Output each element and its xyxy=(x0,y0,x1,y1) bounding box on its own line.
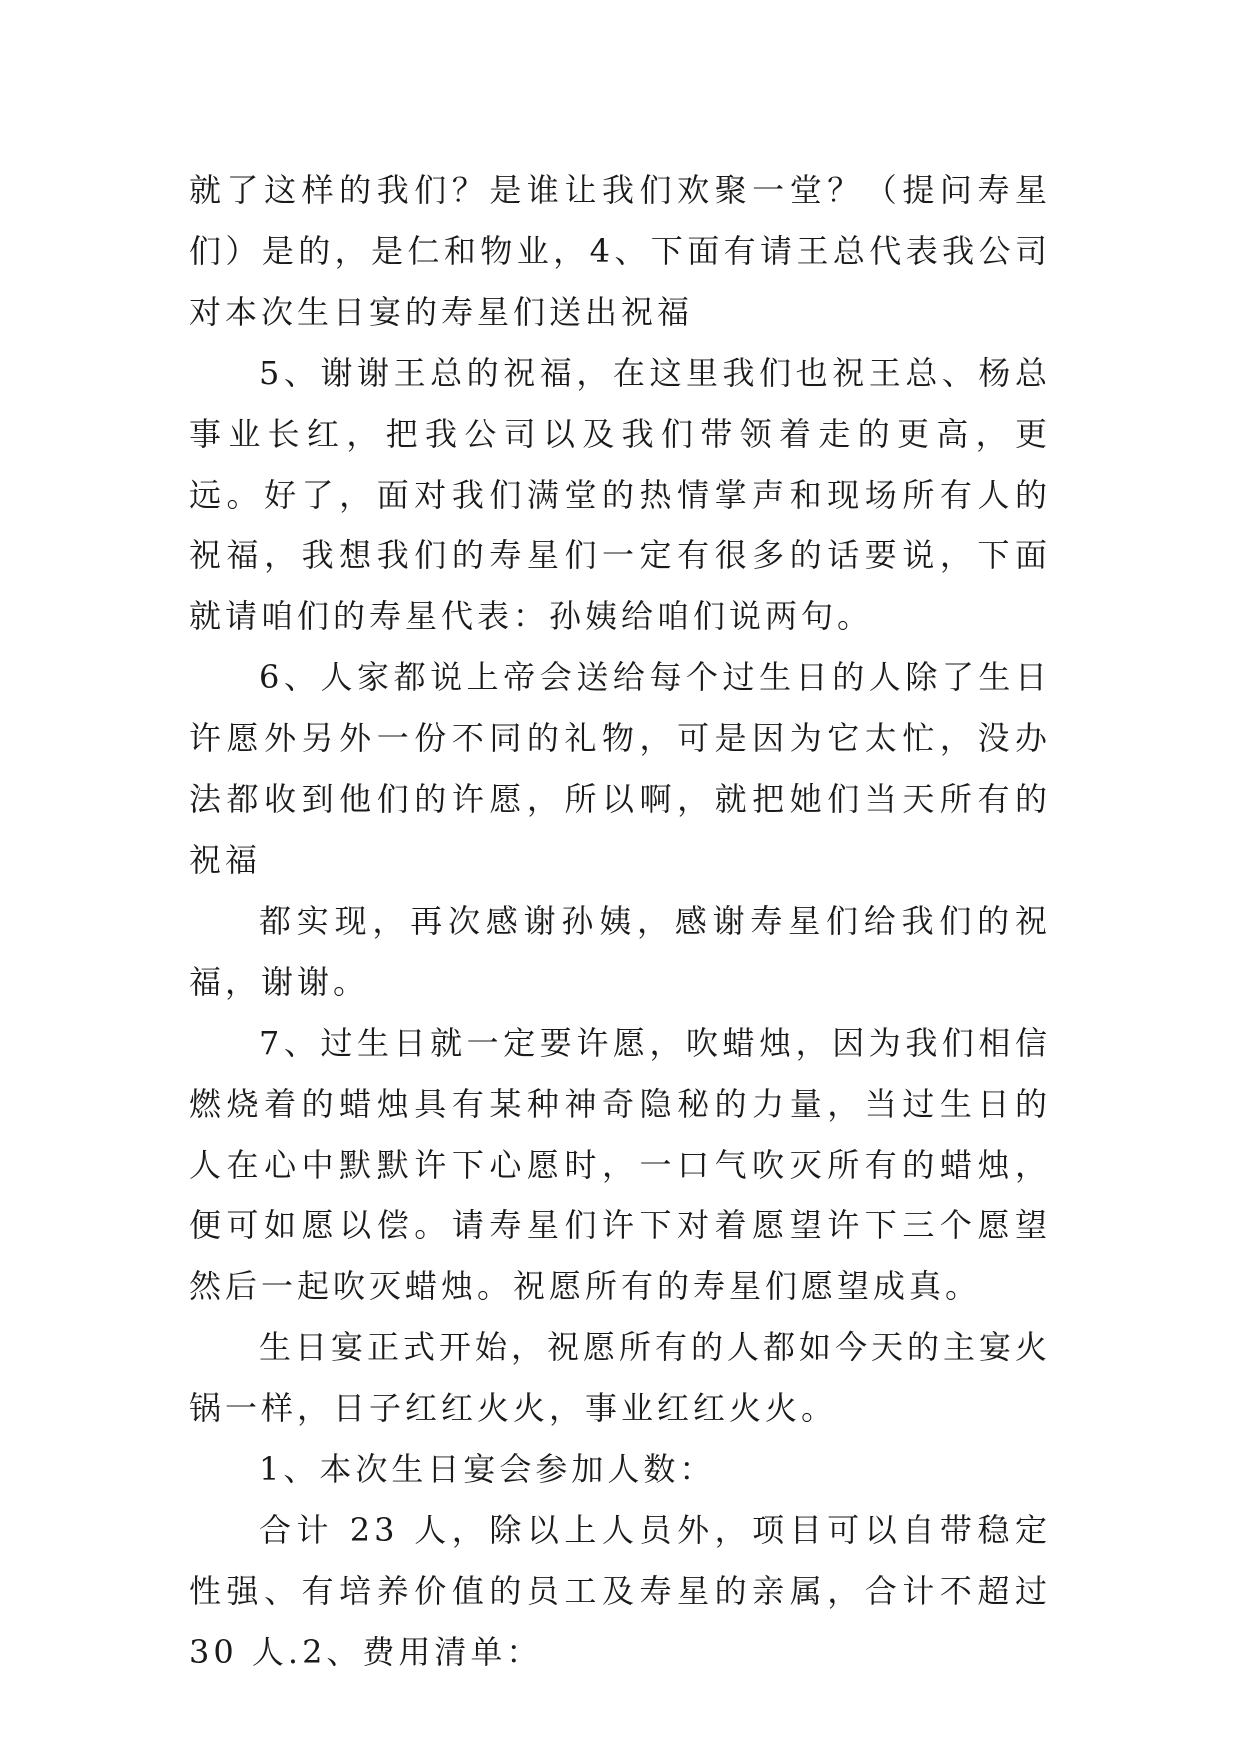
paragraph-7: 1、本次生日宴会参加人数： xyxy=(259,1450,716,1489)
paragraph-6: 生日宴正式开始，祝愿所有的人都如今天的主宴火锅一样，日子红红火火，事业红红火火。 xyxy=(189,1328,1052,1428)
document-body xyxy=(189,160,1051,1683)
paragraph-8: 合计 23 人，除以上人员外，项目可以自带稳定性强、有培养价值的员工及寿星的亲属，合计不超过 30 人.2、费用清单： xyxy=(189,1510,1051,1671)
paragraph-2: 5、谢谢王总的祝福，在这里我们也祝王总、杨总事业长红，把我公司以及我们带领着走的更高，更远。好了，面对我们满堂的热情掌声和现场所有人的祝福，我想我们的寿星们一定有很多的话要说，下面就请咱们的寿星代表：孙姨给咱们说两句。 xyxy=(189,353,1051,636)
paragraph-5: 7、过生日就一定要许愿，吹蜡烛，因为我们相信燃烧着的蜡烛具有某种神奇隐秘的力量，当过生日的人在心中默默许下心愿时，一口气吹灭所有的蜡烛，便可如愿以偿。请寿星们许下对着愿望许下三个愿望然后一起吹灭蜡烛。祝愿所有的寿星们愿望成真。 xyxy=(189,1023,1051,1306)
paragraph-3: 6、人家都说上帝会送给每个过生日的人除了生日许愿外另外一份不同的礼物，可是因为它太忙，没办法都收到他们的许愿，所以啊，就把她们当天所有的祝福 xyxy=(189,658,1051,879)
paragraph-4: 都实现，再次感谢孙姨，感谢寿星们给我们的祝福，谢谢。 xyxy=(189,901,1051,1001)
paragraph-1: 就了这样的我们？是谁让我们欢聚一堂？（提问寿星们）是的，是仁和物业，4、下面有请王总代表我公司对本次生日宴的寿星们送出祝福 xyxy=(189,171,1051,331)
